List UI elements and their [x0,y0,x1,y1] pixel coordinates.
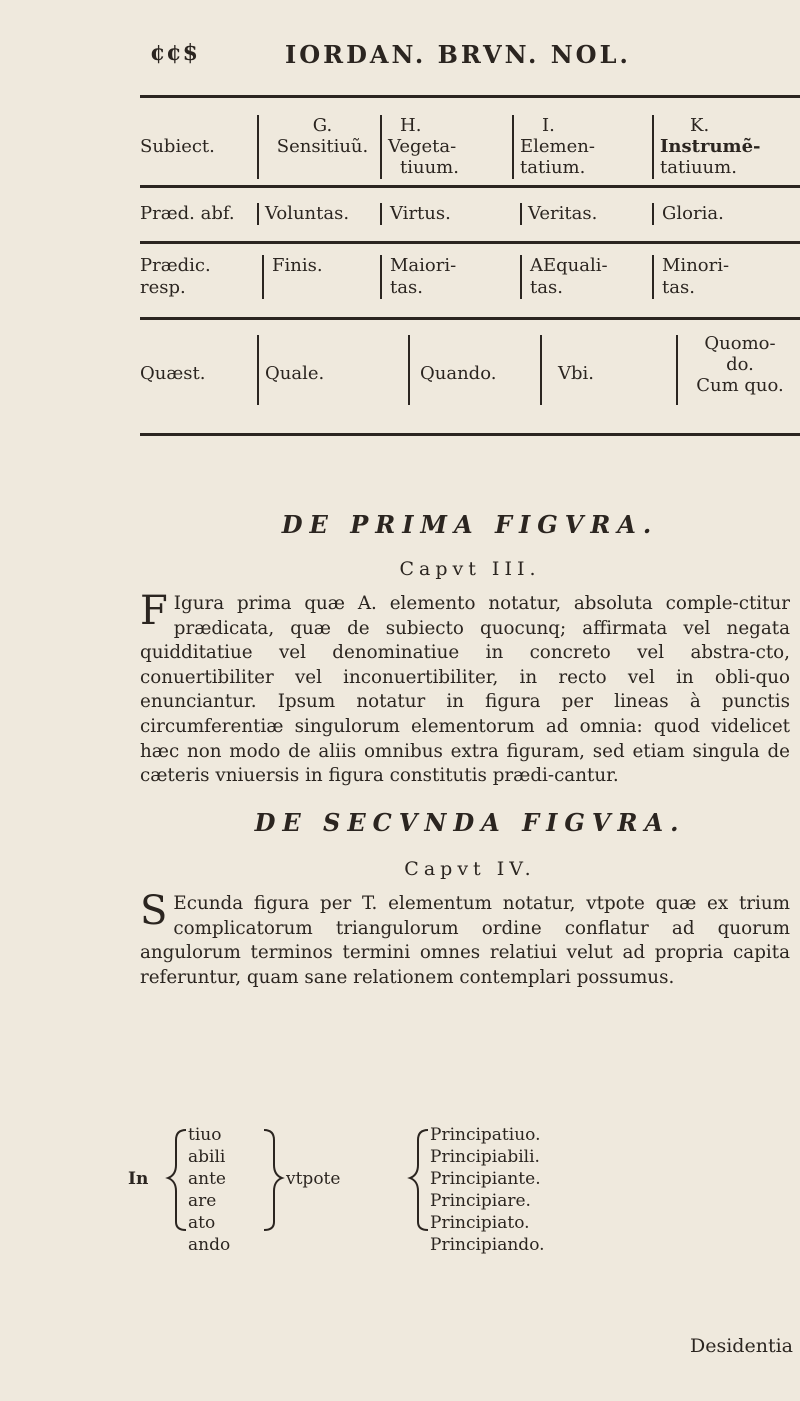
row-label-praed-abs: Præd. abf. [140,203,235,224]
brace-right-3: Principiante. [430,1169,541,1189]
brace-left-3: ante [188,1169,226,1189]
cell-quomodo-2: do. [726,354,754,375]
catchword: Desidentia [690,1335,793,1357]
cell-quomodo-1: Quomo- [704,333,776,354]
brace-right-1: Principatiuo. [430,1125,541,1145]
cell-word-h-1: Vegeta- [388,136,457,157]
cell-voluntas: Voluntas. [265,203,350,224]
row-label-subiect: Subiect. [140,136,215,157]
cell-letter-g: G. [312,115,333,136]
drop-cap-s: S [140,888,168,934]
right-brace [410,1130,428,1230]
brace-left-2: abili [188,1147,226,1167]
cell-minori-1: Minori- [662,255,730,276]
cell-quando: Quando. [420,363,497,384]
brace-stem: In [128,1169,149,1189]
brace-left-4: are [188,1191,217,1211]
brace-left-5: ato [188,1213,216,1233]
cell-gloria: Gloria. [662,203,724,224]
chapter-heading-iv: Capvt IV. [404,858,536,880]
running-title: IORDAN. BRVN. NOL. [285,40,631,69]
section-title-secunda: DE SECVNDA FIGVRA. [254,808,686,837]
brace-left-1: tiuo [188,1125,222,1145]
cell-letter-h: H. [400,115,422,136]
paragraph-prima-text: Igura prima quæ A. elemento notatur, absoluta comple-ctitur prædicata, quæ de subiecto quocunq; affirmata vel negata quidditatiue vel denominatiue in concreto vel abstra-cto, conuertibiliter vel inconuertibiliter, in recto vel in obli-quo enunciantur. Ipsum notatur in figura per lineas à punctis circumferentiæ singulorum elementorum ad omnia: quod videlicet hæc non modo de aliis omnibus extra figuram, sed etiam singula de cæteris vniuersis in figura constitutis prædi-cantur. [140,593,790,787]
middle-brace [264,1130,282,1230]
cell-aequali-1: AEquali- [530,255,608,276]
chapter-heading-iii: Capvt III. [399,558,541,580]
brace-right-4: Principiare. [430,1191,531,1211]
brace-right-6: Principiando. [430,1235,545,1255]
brace-right-5: Principiato. [430,1213,530,1233]
cell-aequali-2: tas. [530,277,563,298]
cell-quale: Quale. [265,363,325,384]
cell-virtus: Virtus. [390,203,451,224]
brace-connector: vtpote [286,1169,341,1189]
cell-letter-k: K. [690,115,710,136]
paragraph-secunda-text: Ecunda figura per T. elementum notatur, vtpote quæ ex trium complicatorum triangulorum ordine conflatur ad quorum angulorum terminos termini omnes relatiui velut ad propria capita referuntur, quam sane relationem contemplari possumus. [140,893,790,988]
cell-maiori-2: tas. [390,277,423,298]
cell-word-i-2: tatium. [520,157,586,178]
row-label-quaest: Quæst. [140,363,206,384]
cell-word-i-1: Elemen- [520,136,595,157]
section-title-prima: DE PRIMA FIGVRA. [281,510,659,539]
brace-left-6: ando [188,1235,231,1255]
row-label-resp: resp. [140,277,186,298]
cell-minori-2: tas. [662,277,695,298]
brace-right-2: Principiabili. [430,1147,540,1167]
cell-word-k-1: Instrumẽ- [660,136,761,157]
cell-word-g: Sensitiuũ. [276,136,369,157]
cell-finis: Finis. [272,255,323,276]
left-brace [168,1130,186,1230]
cell-cum-quo: Cum quo. [696,375,784,396]
cell-veritas: Veritas. [528,203,598,224]
cell-letter-i: I. [542,115,555,136]
row-label-praedic: Prædic. [140,255,211,276]
page-number: ¢¢$ [150,40,199,66]
cell-word-h-2: tiuum. [400,157,459,178]
drop-cap-f: F [140,588,168,634]
cell-word-k-2: tatiuum. [660,157,737,178]
cell-maiori-1: Maiori- [390,255,457,276]
cell-vbi: Vbi. [558,363,594,384]
